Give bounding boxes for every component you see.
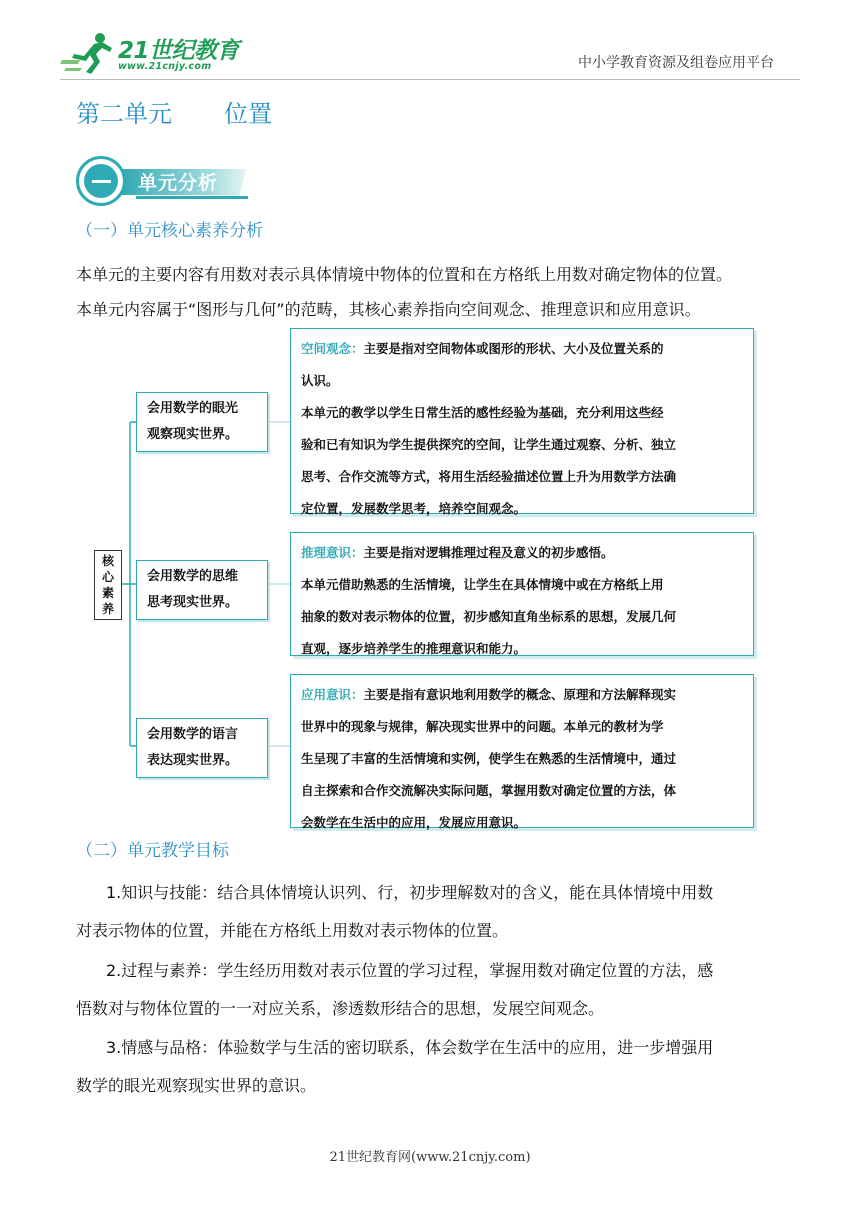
desc-box-application: 应用意识：主要是指有意识地利用数学的概念、原理和方法解释现实 世界中的现象与规律，解决现实世界中的问题。本单元的教材为学 生呈现了丰富的生活情境和实例，使学生在熟悉的生活情境中，通过 自主探索和合作交流解决实际问题，掌握用数对确定位置的方法，体 会数学在生活中的应用，发展应用意识。 [290, 674, 754, 828]
platform-name: 中小学教育资源及组卷应用平台 [578, 55, 774, 71]
subsection-heading-1: （一）单元核心素养分析 [76, 221, 263, 241]
page-footer: 21世纪教育网(www.21cnjy.com) [329, 1150, 531, 1165]
intro-line-2: 本单元内容属于“图形与几何”的范畴，其核心素养指向空间观念、推理意识和应用意识。 [76, 300, 701, 319]
logo-wordmark: 21世纪教育 [118, 38, 240, 64]
goal-1-line-2: 对表示物体的位置，并能在方格纸上用数对表示物体的位置。 [76, 921, 509, 940]
goal-1-line-1: 1.知识与技能：结合具体情境认识列、行，初步理解数对的含义，能在具体情境中用数 [106, 883, 714, 902]
unit-number: 第二单元 [76, 100, 172, 128]
desc-box-spatial: 空间观念：主要是指对空间物体或图形的形状、大小及位置关系的 认识。 本单元的教学以学生日常生活的感性经验为基础，充分利用这些经 验和已有知识为学生提供探究的空间，让学生通过观察、分析、独立 思考、合作交流等方式，将用生活经验描述位置上升为用数学方法确 定位置，发展数学思考，培养空间观念。 [290, 328, 754, 514]
section-badge [76, 152, 246, 208]
goal-box-observe: 会用数学的眼光 观察现实世界。 [136, 392, 268, 452]
goal-3-line-1: 3.情感与品格：体验数学与生活的密切联系，体会数学在生活中的应用，进一步增强用 [106, 1038, 714, 1057]
header-divider [60, 79, 800, 80]
subsection-heading-2: （二）单元教学目标 [76, 841, 229, 861]
unit-topic: 位置 [224, 100, 272, 128]
logo-url: www.21cnjy.com [118, 61, 212, 72]
core-literacy-map [90, 326, 770, 832]
goal-box-think: 会用数学的思维 思考现实世界。 [136, 560, 268, 620]
goal-2-line-1: 2.过程与素养：学生经历用数对表示位置的学习过程，掌握用数对确定位置的方法，感 [106, 961, 714, 980]
section-number-icon [76, 156, 126, 206]
goal-3-line-2: 数学的眼光观察现实世界的意识。 [76, 1076, 317, 1095]
core-literacy-label: 核 心 素 养 [94, 550, 122, 620]
section-label: 单元分析 [138, 172, 219, 194]
unit-title [76, 94, 272, 129]
intro-line-1: 本单元的主要内容有用数对表示具体情境中物体的位置和在方格纸上用数对确定物体的位置。 [76, 265, 733, 284]
site-logo [60, 30, 240, 76]
desc-box-reasoning: 推理意识：主要是指对逻辑推理过程及意义的初步感悟。 本单元借助熟悉的生活情境，让学生在具体情境中或在方格纸上用 抽象的数对表示物体的位置，初步感知直角坐标系的思想，发展几何 直观，逐步培养学生的推理意识和能力。 [290, 532, 754, 656]
goal-box-express: 会用数学的语言 表达现实世界。 [136, 718, 268, 778]
goal-2-line-2: 悟数对与物体位置的一一对应关系，渗透数形结合的思想，发展空间观念。 [76, 999, 605, 1018]
runner-icon [60, 30, 116, 76]
